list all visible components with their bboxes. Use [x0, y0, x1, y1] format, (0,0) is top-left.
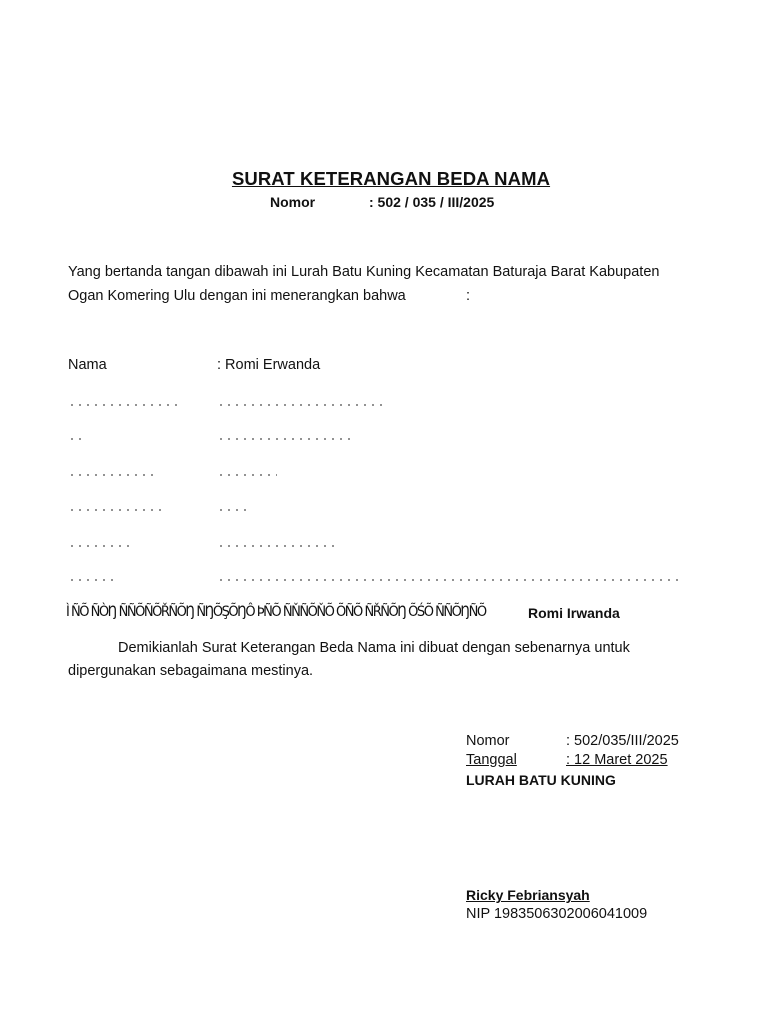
redacted-field-value [217, 473, 277, 477]
redacted-field-value [217, 544, 337, 548]
signer-name: Ricky Febriansyah [466, 887, 590, 903]
statement-garbled-text: Ì ÑÕ ÑÒŊ ÑÑÕÑÕŘÑÕŊ ÑŊÕŞÕŊÔ ÞÑÕ ÑŇÑÕŇÕ ÕÑÕ ÑŘÑÕŊ ÕŚÕ ÑÑÕŊÑÕ [66, 604, 486, 620]
signature-date-value: : 12 Maret 2025 [566, 752, 668, 768]
intro-line-2 [68, 288, 548, 308]
redacted-field-label [68, 578, 114, 582]
intro-line-1: Yang bertanda tangan dibawah ini Lurah Batu Kuning Kecamatan Baturaja Barat Kabupaten [68, 264, 660, 280]
signature-date [0, 752, 768, 772]
signature-nomor [0, 733, 768, 753]
closing-line-2: dipergunakan sebagaimana mestinya. [68, 663, 314, 679]
statement-name: Romi Irwanda [528, 605, 620, 621]
field-value-nama: : Romi Erwanda [217, 357, 321, 373]
intro-colon: : [466, 288, 471, 304]
redacted-field-label [68, 473, 154, 477]
redacted-field-label [68, 508, 164, 512]
redacted-field-value [217, 508, 251, 512]
intro-line-2-text: Ogan Komering Ulu dengan ini menerangkan bahwa [68, 288, 406, 304]
closing-line-1: Demikianlah Surat Keterangan Beda Nama ini dibuat dengan sebenarnya untuk [118, 640, 630, 656]
signature-nomor-value: : 502/035/III/2025 [566, 733, 679, 749]
redacted-field-value [217, 578, 681, 582]
redacted-field-label [68, 403, 180, 407]
redacted-field-label [68, 544, 130, 548]
signer-nip: NIP 198350630200604100‍9 [466, 906, 648, 922]
letter-number [0, 194, 768, 214]
redacted-field-label [68, 437, 86, 441]
redacted-field-value [217, 403, 385, 407]
letter-number-value: : 502 / 035 / III/2025 [369, 194, 495, 210]
signature-nomor-label: Nomor [466, 733, 510, 749]
signature-date-label: Tanggal [466, 752, 517, 768]
signature-office: LURAH BATU KUNING [466, 772, 616, 788]
letter-number-label: Nomor [270, 194, 316, 210]
document-title: SURAT KETERANGAN BEDA NAMA [231, 168, 551, 189]
field-label-nama: Nama [68, 357, 107, 373]
redacted-field-value [217, 437, 355, 441]
